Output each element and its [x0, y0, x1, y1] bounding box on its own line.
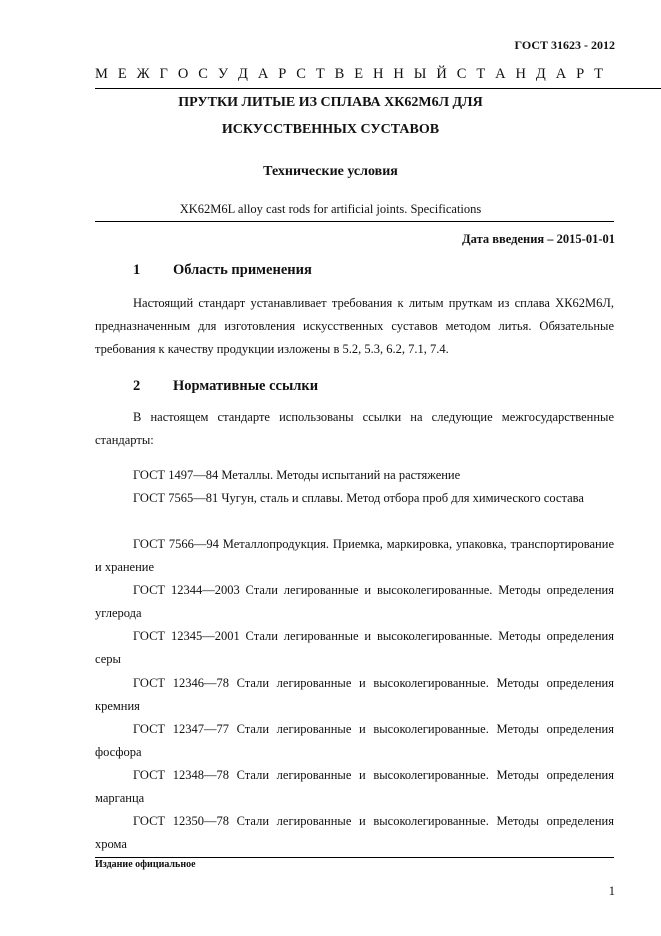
- reference-item: [95, 672, 614, 718]
- section-2-text: В настоящем стандарте использованы ссылки на следующие межгосударственные стандарты:: [95, 410, 614, 447]
- reference-item: [95, 764, 614, 810]
- title-rule: [95, 221, 614, 222]
- section-2-number: 2: [133, 378, 141, 394]
- reference-text: ГОСТ 12348—78 Стали легированные и высоколегированные. Методы определения марганца: [95, 768, 614, 805]
- introduction-date: Дата введения – 2015-01-01: [462, 232, 615, 246]
- reference-text: ГОСТ 12346—78 Стали легированные и высоколегированные. Методы определения кремния: [95, 676, 614, 713]
- header-rule: [95, 88, 661, 89]
- title-line-2: ИСКУССТВЕННЫХ СУСТАВОВ: [221, 122, 440, 137]
- reference-text: ГОСТ 12347—77 Стали легированные и высоколегированные. Методы определения фосфора: [95, 722, 614, 759]
- section-1-text: Настоящий стандарт устанавливает требования к литым пруткам из сплава ХК62М6Л, предназначенным для изготовления искусственных суставов методом литья. Обязательные требования к качеству продукции изложены в 5.2, 5.3, 6.2, 7.1, 7.4.: [95, 296, 614, 356]
- reference-item: [95, 625, 614, 671]
- reference-text: ГОСТ 1497—84 Металлы. Методы испытаний на растяжение: [133, 468, 461, 482]
- reference-item: [95, 718, 614, 764]
- reference-item: [95, 464, 614, 487]
- reference-text: ГОСТ 12345—2001 Стали легированные и высоколегированные. Методы определения серы: [95, 629, 614, 666]
- section-2-title: Нормативные ссылки: [173, 378, 319, 394]
- reference-item: [95, 487, 614, 510]
- reference-item: [95, 810, 614, 856]
- document-subtitle: Технические условия: [263, 164, 398, 179]
- reference-text: ГОСТ 12344—2003 Стали легированные и высоколегированные. Методы определения углерода: [95, 583, 614, 620]
- section-1-paragraph: [95, 292, 614, 361]
- document-code: ГОСТ 31623 - 2012: [514, 38, 615, 52]
- reference-text: ГОСТ 7566—94 Металлопродукция. Приемка, маркировка, упаковка, транспортирование и хранение: [95, 537, 614, 574]
- section-2-paragraph: [95, 406, 614, 452]
- reference-text: ГОСТ 7565—81 Чугун, сталь и сплавы. Метод отбора проб для химического состава: [133, 491, 584, 505]
- reference-item: [95, 579, 614, 625]
- official-edition-label: Издание официальное: [95, 859, 196, 870]
- english-title: XK62M6L alloy cast rods for artificial joints. Specifications: [179, 202, 482, 216]
- page-number: 1: [608, 884, 615, 898]
- reference-text: ГОСТ 12350—78 Стали легированные и высоколегированные. Методы определения хрома: [95, 814, 614, 851]
- footer-rule: [95, 857, 614, 858]
- section-1-title: Область применения: [173, 262, 312, 278]
- interstate-standard-heading: М Е Ж Г О С У Д А Р С Т В Е Н Н Ы Й С Т А Н Д А Р Т: [95, 66, 603, 82]
- section-1-number: 1: [133, 262, 141, 278]
- title-line-1: ПРУТКИ ЛИТЫЕ ИЗ СПЛАВА ХК62М6Л ДЛЯ: [178, 95, 483, 110]
- reference-item: [95, 533, 614, 579]
